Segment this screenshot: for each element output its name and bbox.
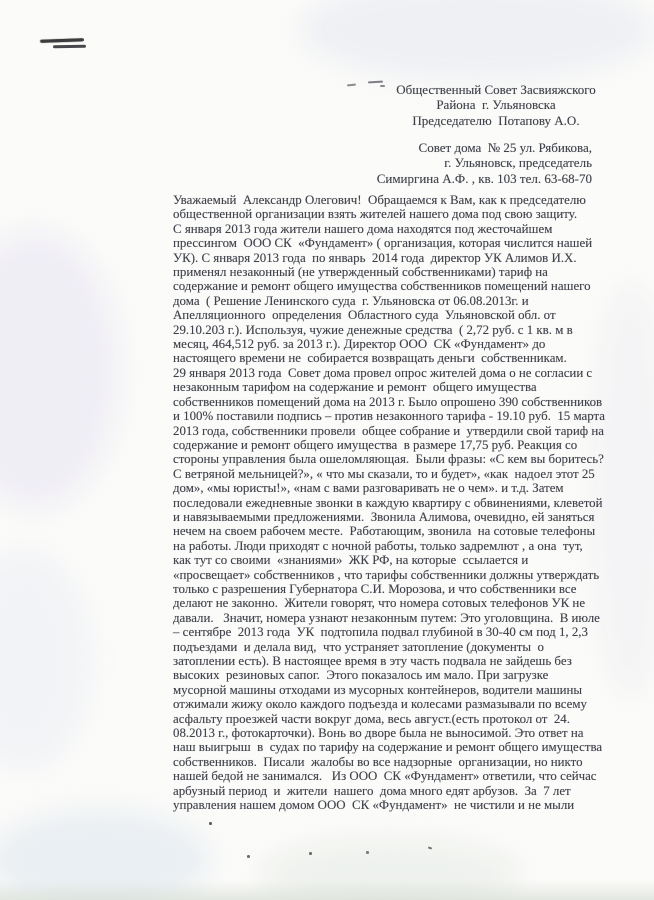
- text-line: подъездами и делала вид, что устраняет затопление (документы о: [173, 639, 544, 654]
- toner-speck: [209, 822, 212, 825]
- text-line: арбузный период и жители нашего дома много едят арбузов. За 7 лет: [173, 783, 571, 798]
- text-line: «просвещает» собственников , что тарифы собственники должны утверждать: [173, 567, 600, 582]
- text-line: нашей бедой не занимался. Из ООО СК «Фундамент» ответили, что сейчас: [173, 769, 597, 784]
- text-line: собственников. Писали жалобы во все надзорные организации, но никто: [173, 754, 583, 769]
- text-line: С ветряной мельницей?», « что мы сказали, то и будет», «как надоел этот 25: [173, 466, 595, 481]
- scan-artifact: [260, 840, 520, 900]
- text-line: стороны управления была ошеломляющая. Были фразы: «С кем вы боритесь?: [173, 452, 604, 467]
- text-line: делают не законно. Жители говорят, что номера сотовых телефонов УК не: [173, 596, 586, 611]
- text-line: – сентябре 2013 года УК подтопила подвал глубиной в 30-40 см под 1, 2,3: [173, 625, 588, 640]
- text-line: 29.10.203 г.). Используя, чужие денежные средства ( 2,72 руб. с 1 кв. м в: [173, 322, 573, 337]
- text-line: мусорной машины отходами из мусорных контейнеров, водители машины: [173, 682, 583, 697]
- text-line: применял незаконный (не утвержденный собственниками) тариф на: [173, 265, 548, 280]
- pen-scribble: [41, 38, 84, 42]
- text-line: общественной организации взять жителей нашего дома под свою защиту.: [173, 207, 578, 222]
- scan-edge-shadow: [0, 880, 654, 900]
- text-line: дом», «мы юристы!», «нам с вами разговаривать не о чем». и т.д. Затем: [173, 481, 564, 496]
- text-line: незаконным тарифом на содержание и ремонт общего имущества: [173, 380, 537, 395]
- text-line: и 100% поставили подпись – против незаконного тарифа - 19.10 руб. 15 марта: [173, 409, 606, 424]
- text-line: как тут со своими «знаниями» ЖК РФ, на которые ссылается и: [173, 553, 529, 568]
- text-line: на работы. Люди приходят с ночной работы, только задремлют , а она тут,: [173, 538, 583, 553]
- text-line: содержание и ремонт общего имущества собственников помещений нашего: [173, 279, 591, 294]
- text-line: 08.2013 г., фотокарточки). Вонь во дворе была не выносимой. Это ответ на: [173, 726, 584, 741]
- text-line: Совет дома № 25 ул. Рябикова,: [418, 140, 592, 155]
- text-line: дома ( Решение Ленинского суда г. Ульяновска от 06.08.2013г. и: [173, 293, 529, 308]
- scan-artifact: [0, 810, 210, 900]
- text-line: 29 января 2013 года Совет дома провел опрос жителей дома о не согласии с: [173, 365, 593, 380]
- text-line: Общественный Совет Засвияжского: [396, 82, 596, 97]
- text-line: УК). С января 2013 года по январь 2014 года директор УК Алимов И.Х.: [173, 250, 577, 265]
- text-line: асфальту проезжей части вокруг дома, весь август.(есть протокол от 24.: [173, 711, 570, 726]
- sender-address-block: [342, 140, 592, 186]
- text-line: Уважаемый Александр Олегович! Обращаемся к Вам, как к председателю: [173, 193, 586, 207]
- pen-scribble: [53, 45, 86, 48]
- scan-artifact: [0, 550, 90, 770]
- toner-speck: [309, 852, 312, 855]
- text-line: и навязываемыми предложениями. Звонила Алимова, очевидно, ей заняться: [173, 509, 595, 524]
- toner-speck: [247, 855, 250, 858]
- text-line: содержание и ремонт общего имущества в размере 17,75 руб. Реакция со: [173, 437, 578, 452]
- text-line: нечем на своем рабочем месте. Работающим, звонила на сотовые телефоны: [173, 524, 596, 539]
- scan-artifact: [300, 0, 654, 80]
- text-line: последовали ежедневные звонки в каждую квартиру с обвинениями, клеветой: [173, 495, 603, 510]
- text-line: прессингом ООО СК «Фундамент» ( организация, которая числится нашей: [173, 236, 593, 251]
- text-line: наш выигрыш в судах по тарифу на содержание и ремонт общего имущества: [173, 740, 603, 755]
- text-line: высоких резиновых сапог. Этого показалось им мало. При загрузке: [173, 668, 549, 683]
- recipient-address-block: [346, 82, 646, 128]
- text-line: управления нашем домом ООО СК «Фундамент» не чистили и не мыли: [173, 798, 575, 813]
- text-line: С января 2013 года жители нашего дома находятся под жесточайшем: [173, 221, 553, 236]
- text-line: только с разрешения Губернатора С.И. Морозова, и что собственники все: [173, 581, 577, 596]
- text-line: 2013 года, собственники провели общее собрание и утвердили свой тариф на: [173, 423, 604, 438]
- text-line: собственников помещений дома на 2013 г. Было опрошено 390 собственников: [173, 394, 603, 409]
- scan-artifact: [0, 230, 120, 510]
- text-line: отжимали жижу около каждого подъезда и колесами размазывали по всему: [173, 697, 587, 712]
- text-line: затоплении есть). В настоящее время в эту часть подвала не зайдешь без: [173, 654, 572, 668]
- text-line: Района г. Ульяновска: [436, 97, 556, 113]
- toner-speck: [428, 846, 432, 849]
- toner-speck: [366, 851, 369, 854]
- text-line: настоящего времени не собирается возвращать деньги собственникам.: [173, 351, 567, 366]
- text-line: Апелляционного определения Областного суда Ульяновской обл. от: [173, 308, 556, 323]
- text-line: месяц, 464,512 руб. за 2013 г.). Директор ООО СК «Фундамент» до: [173, 337, 546, 352]
- letter-body: [173, 193, 643, 812]
- text-line: г. Ульяновск, председатель: [444, 155, 592, 171]
- text-line: Председателю Потапову А.О.: [412, 112, 580, 128]
- text-line: Симиргина А.Ф. , кв. 103 тел. 63-68-70: [376, 170, 592, 186]
- text-line: давали. Значит, номера узнают незаконным путем: Это уголовщина. В июле: [173, 610, 600, 625]
